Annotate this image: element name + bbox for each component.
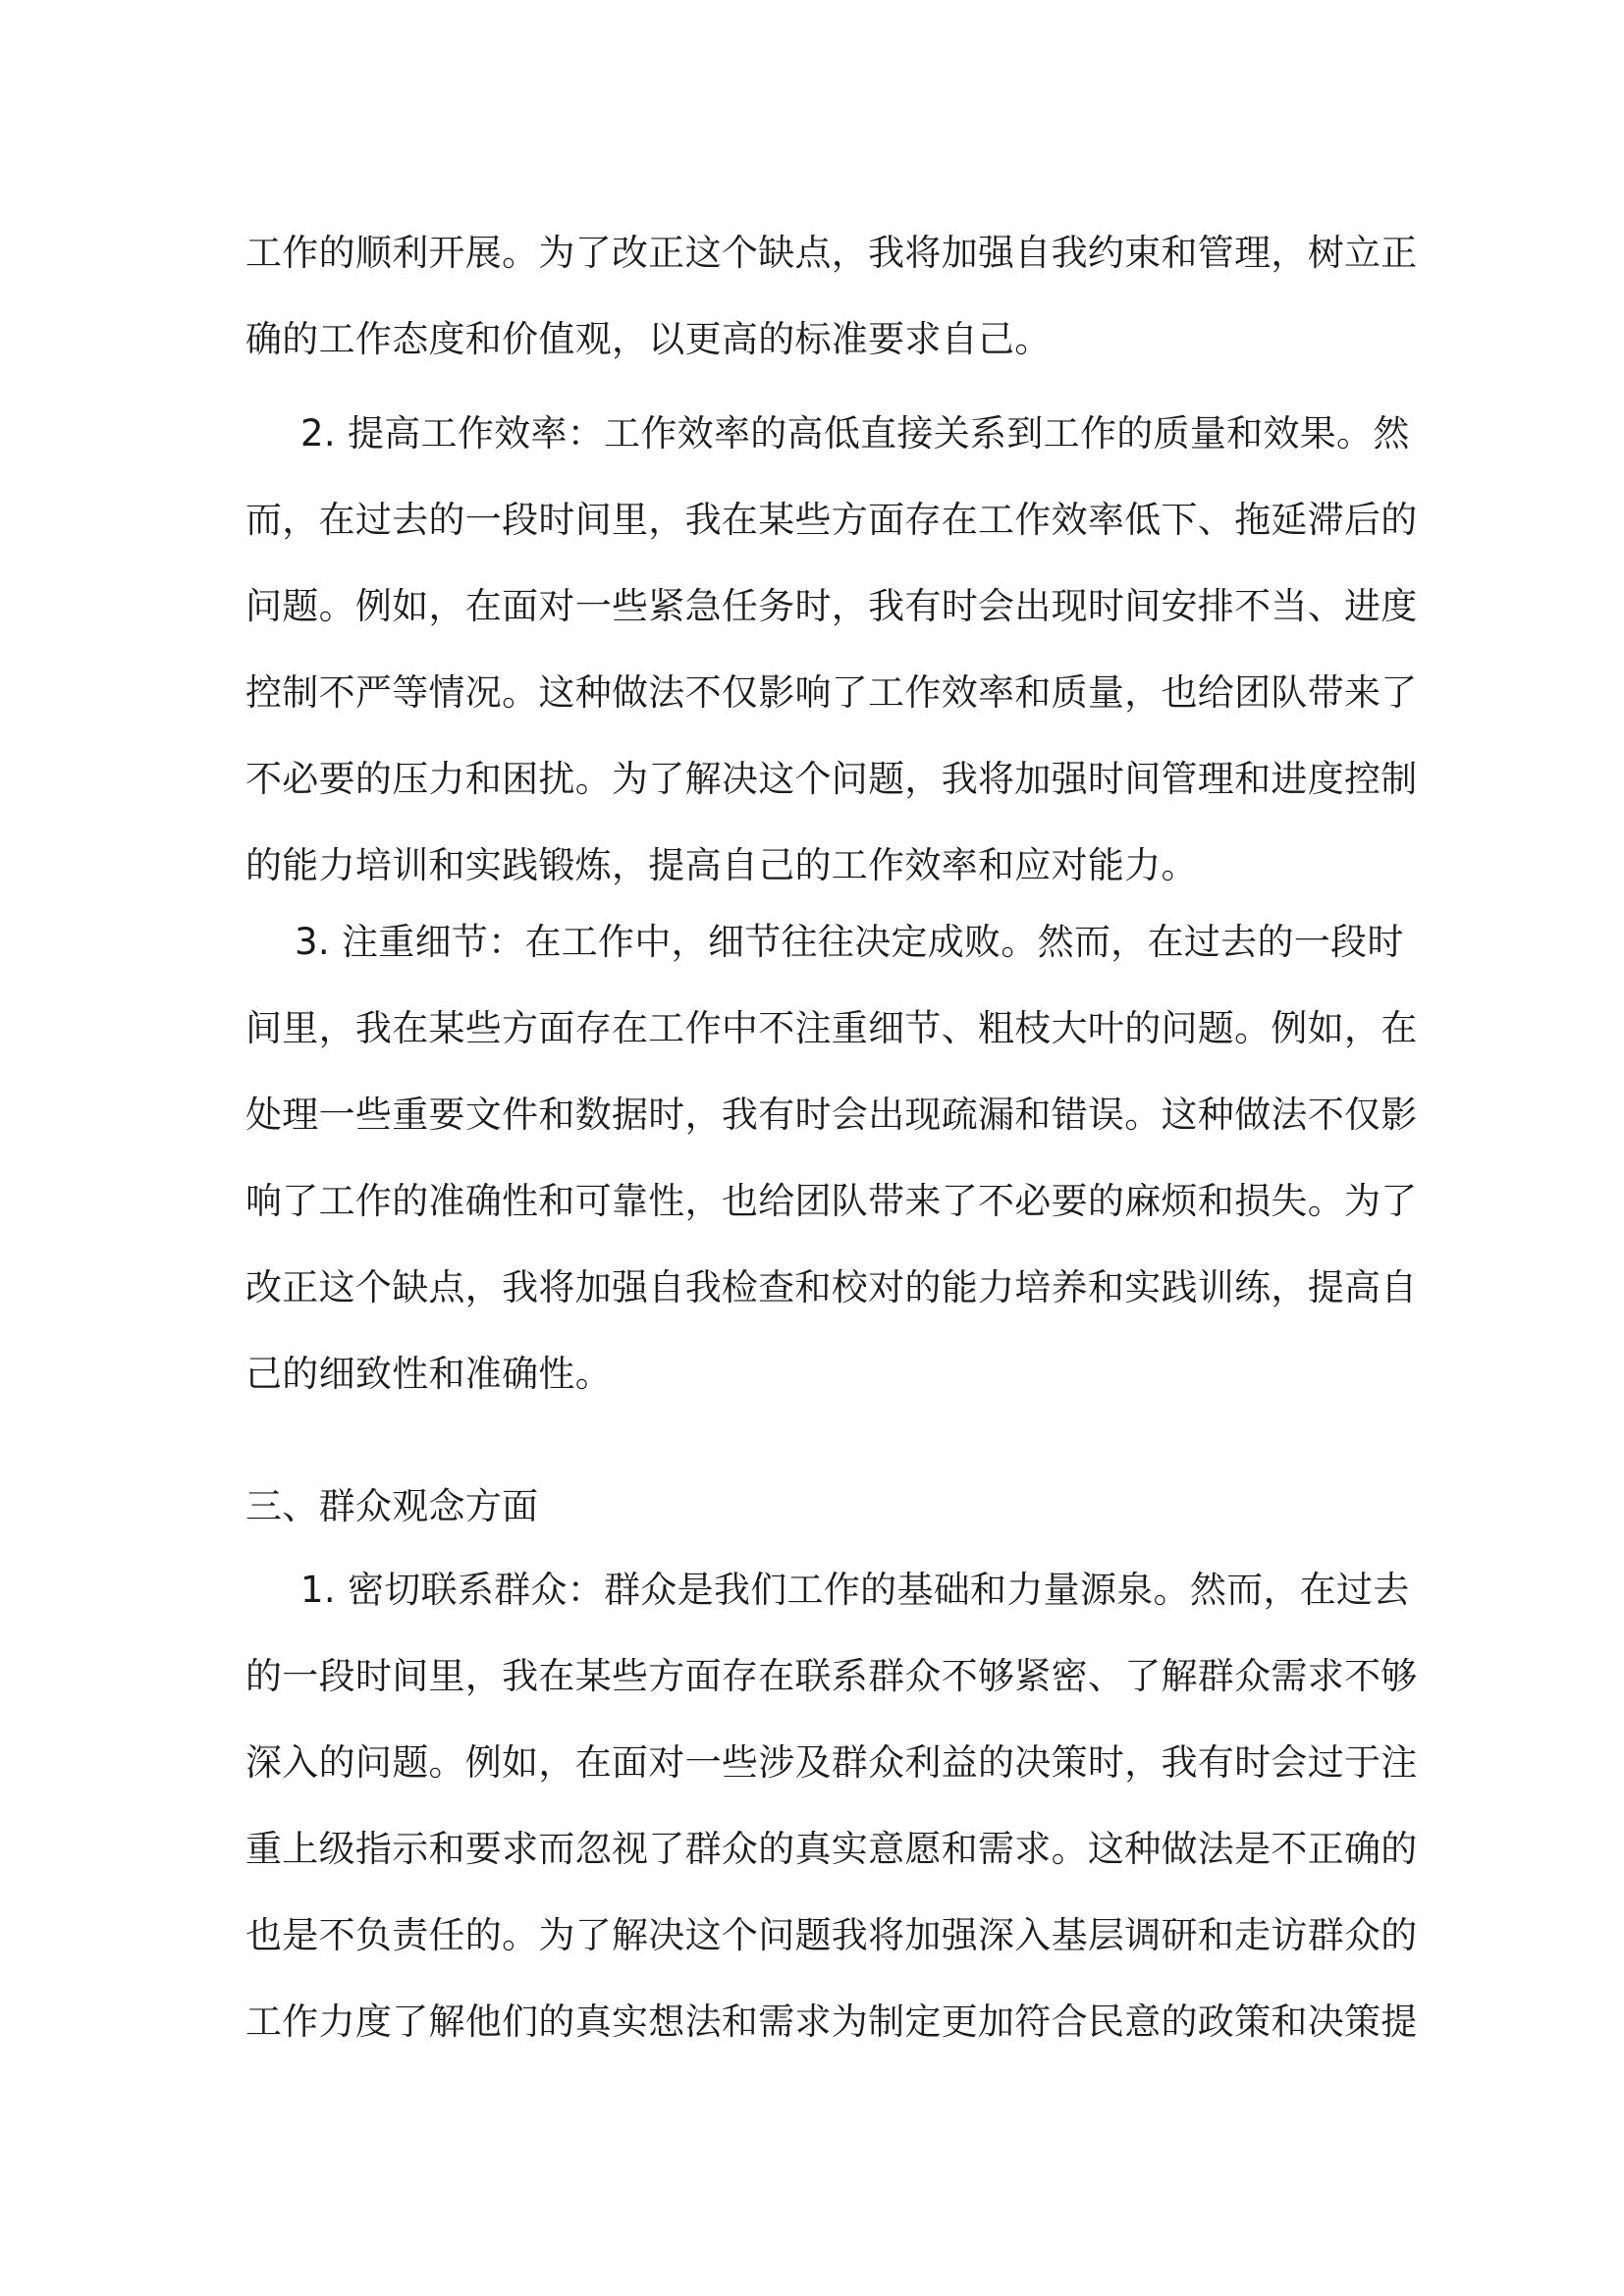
section-heading-text: 三、群众观念方面	[245, 1485, 539, 1527]
text-line: 不必要的压力和困扰。为了解决这个问题，我将加强时间管理和进度控制	[245, 758, 1418, 800]
text-line: 而，在过去的一段时间里，我在某些方面存在工作效率低下、拖延滞后的	[245, 499, 1418, 541]
text-line: 3. 注重细节：在工作中，细节往往决定成败。然而，在过去的一段时	[295, 921, 1404, 963]
text-line: 问题。例如，在面对一些紧急任务时，我有时会出现时间安排不当、进度	[245, 585, 1418, 627]
text-line: 的能力培训和实践锻炼，提高自己的工作效率和应对能力。	[245, 844, 1198, 886]
text-line: 工作力度了解他们的真实想法和需求为制定更加符合民意的政策和决策提	[245, 2001, 1418, 2043]
text-line: 深入的问题。例如，在面对一些涉及群众利益的决策时，我有时会过于注	[245, 1741, 1418, 1784]
text-line: 也是不负责任的。为了解决这个问题我将加强深入基层调研和走访群众的	[245, 1914, 1418, 1956]
text-line: 间里，我在某些方面存在工作中不注重细节、粗枝大叶的问题。例如，在	[245, 1007, 1418, 1049]
text-line: 改正这个缺点，我将加强自我检查和校对的能力培养和实践训练，提高自	[245, 1266, 1418, 1308]
text-line: 1. 密切联系群众：群众是我们工作的基础和力量源泉。然而，在过去	[300, 1569, 1410, 1611]
text-line: 确的工作态度和价值观，以更高的标准要求自己。	[245, 318, 1052, 360]
text-line: 响了工作的准确性和可靠性，也给团队带来了不必要的麻烦和损失。为了	[245, 1180, 1418, 1222]
text-line: 己的细致性和准确性。	[245, 1353, 612, 1395]
text-line: 重上级指示和要求而忽视了群众的真实意愿和需求。这种做法是不正确的	[245, 1828, 1418, 1870]
text-line: 的一段时间里，我在某些方面存在联系群众不够紧密、了解群众需求不够	[245, 1655, 1418, 1697]
text-line: 工作的顺利开展。为了改正这个缺点，我将加强自我约束和管理，树立正	[245, 232, 1418, 274]
text-line: 处理一些重要文件和数据时，我有时会出现疏漏和错误。这种做法不仅影	[245, 1094, 1418, 1136]
text-line: 2. 提高工作效率：工作效率的高低直接关系到工作的质量和效果。然	[300, 412, 1410, 454]
text-line: 控制不严等情况。这种做法不仅影响了工作效率和质量，也给团队带来了	[245, 671, 1418, 714]
